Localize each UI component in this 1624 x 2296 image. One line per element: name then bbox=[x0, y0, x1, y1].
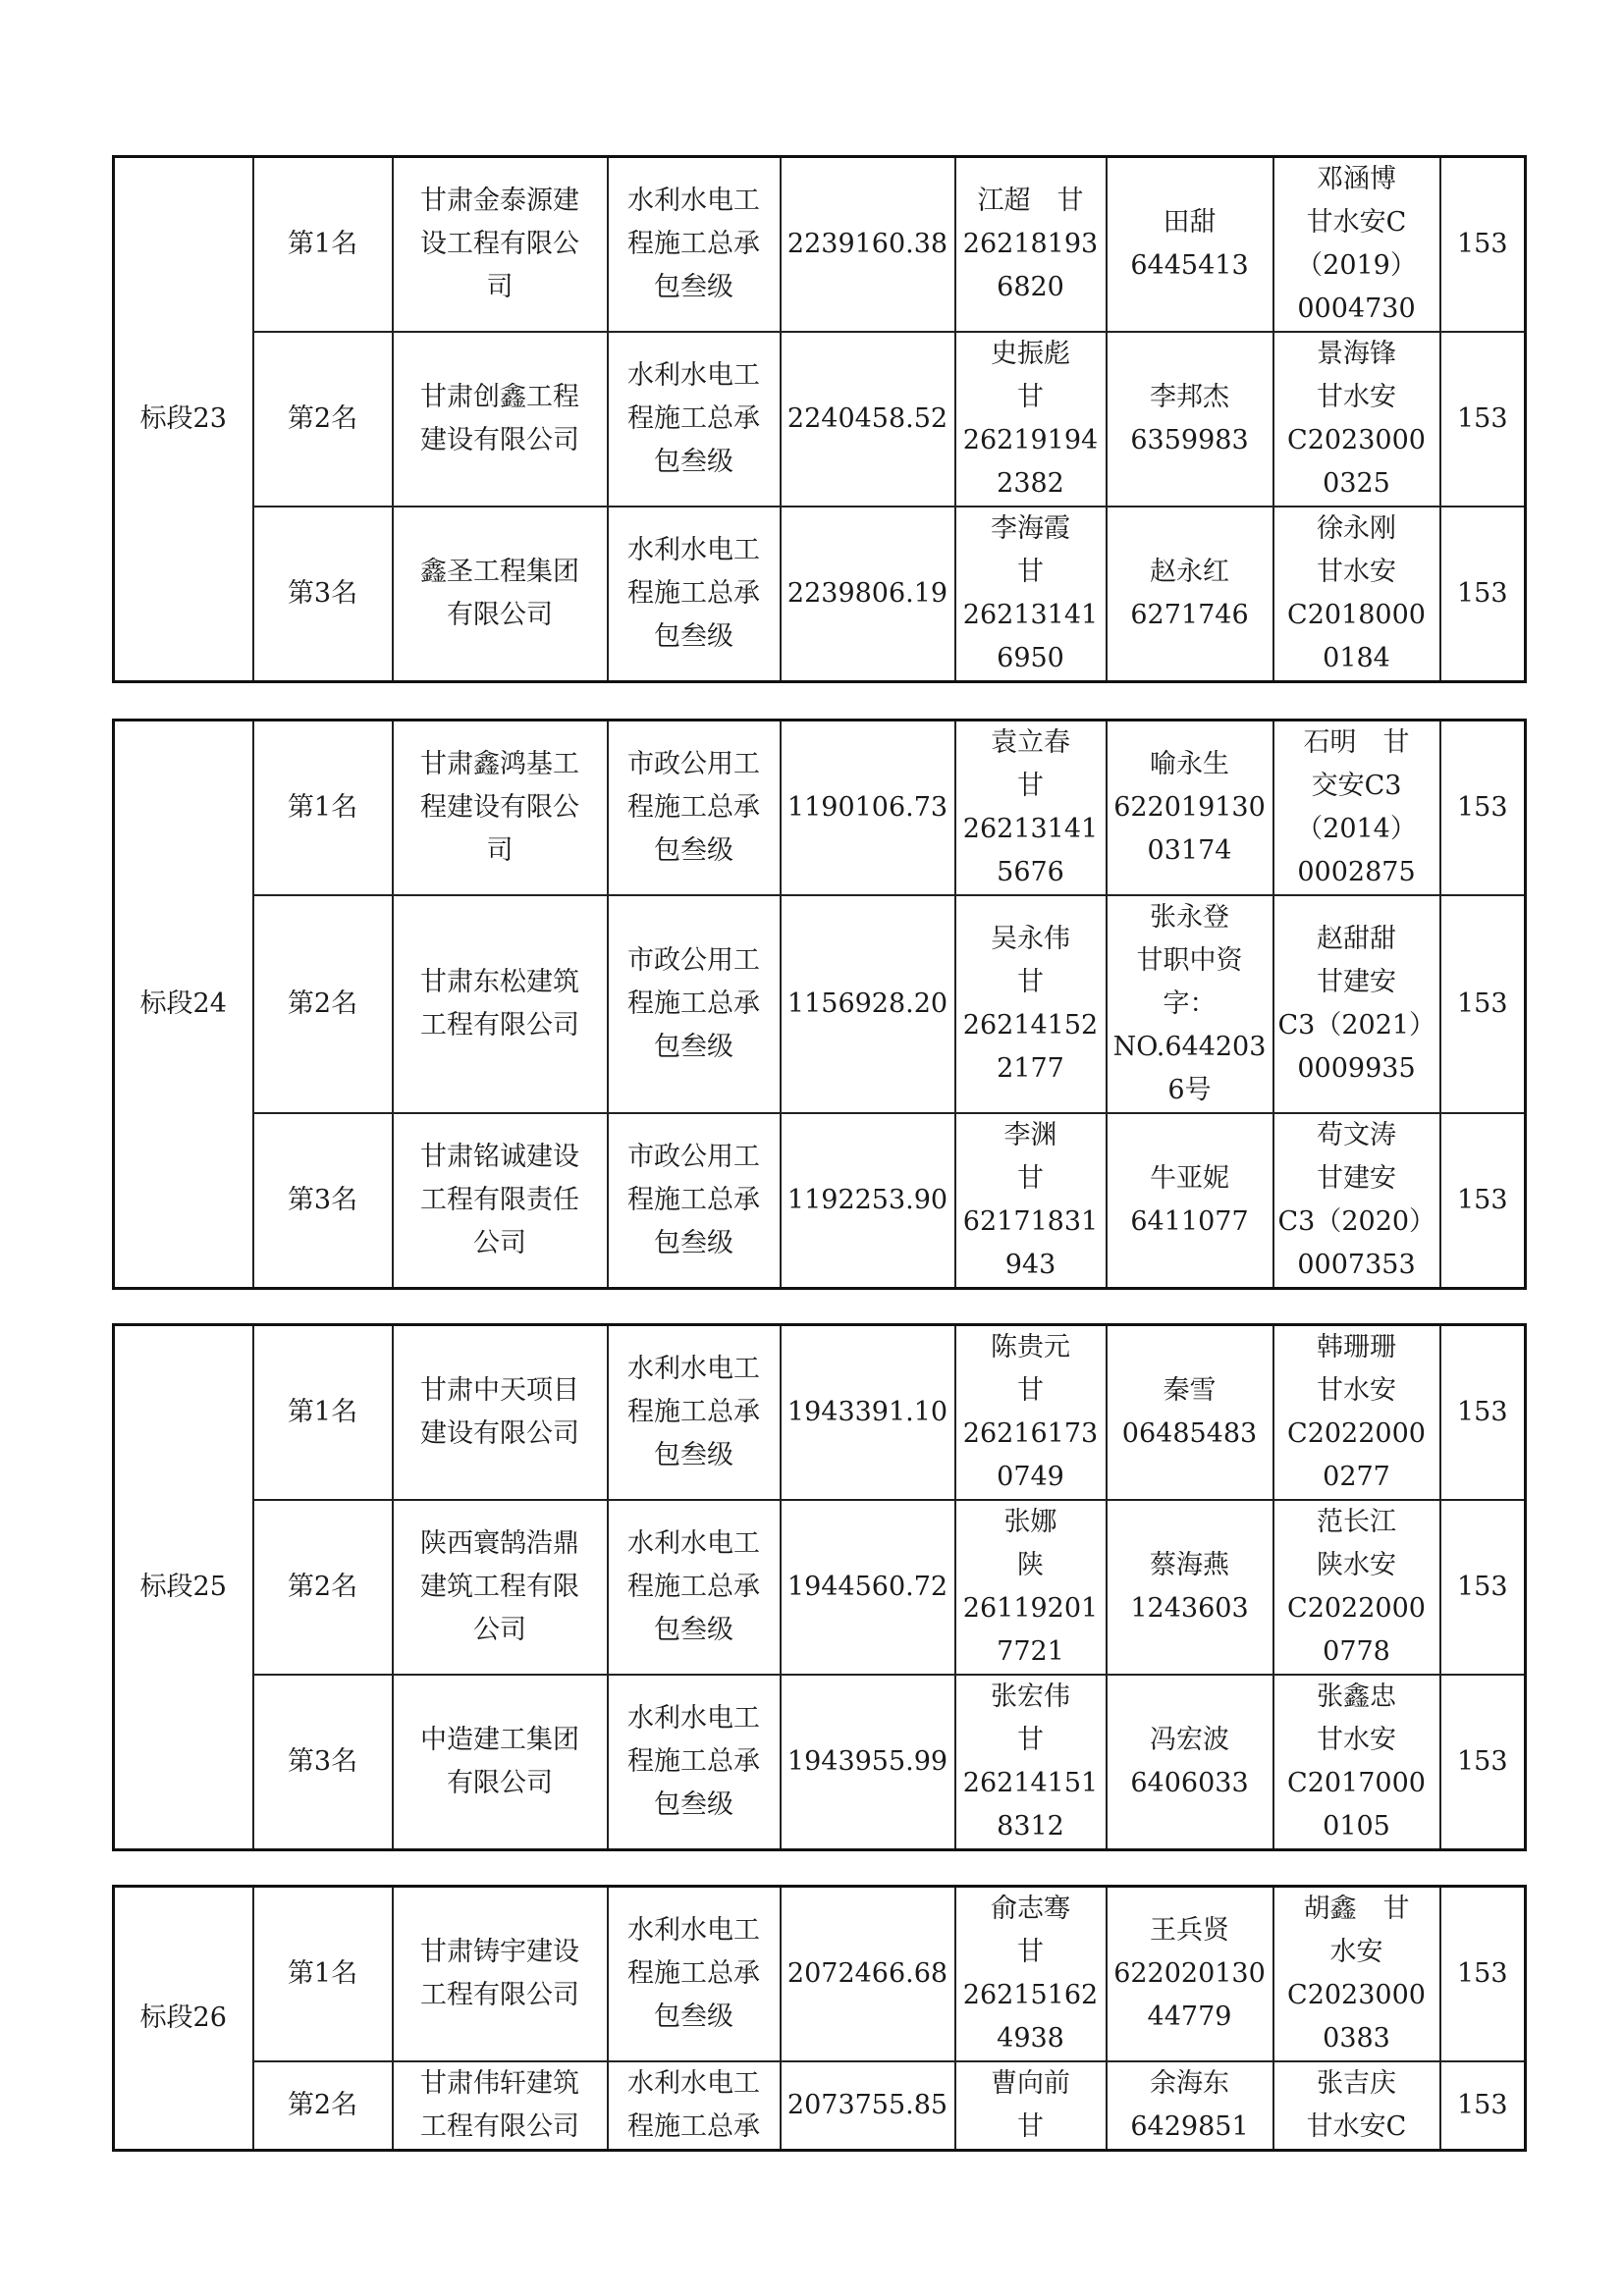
cell-line: 0325 bbox=[1323, 468, 1390, 499]
cell-line: 苟文涛 bbox=[1317, 1120, 1396, 1150]
manager-cell bbox=[955, 157, 1107, 333]
cell-line: 张宏伟 bbox=[991, 1682, 1070, 1712]
cell-line: 26213141 bbox=[962, 600, 1099, 630]
cell-line: 水利水电工 bbox=[627, 535, 760, 565]
cell-line: 陈贵元 bbox=[991, 1332, 1070, 1362]
cell-line: 943 bbox=[1004, 1250, 1056, 1280]
qualification-cell bbox=[608, 1887, 781, 2062]
cell-line: 26216173 bbox=[962, 1418, 1099, 1449]
company-cell bbox=[393, 507, 608, 682]
cell-line: 甘肃创鑫工程 bbox=[420, 382, 579, 412]
cell-line: 6445413 bbox=[1130, 250, 1249, 281]
amount-cell: 1156928.20 bbox=[781, 895, 955, 1113]
tech-lead-cell bbox=[1107, 1325, 1273, 1501]
cell-line: 甘 bbox=[1017, 1375, 1044, 1406]
rank-cell: 第1名 bbox=[253, 1887, 393, 2062]
manager-cell bbox=[955, 332, 1107, 507]
rank-cell: 第3名 bbox=[253, 1113, 393, 1289]
cell-line: C3（2021） bbox=[1277, 1010, 1436, 1041]
table-row bbox=[114, 157, 1526, 333]
cell-line: 甘 bbox=[1017, 1725, 1044, 1755]
cell-line: 水利水电工 bbox=[627, 360, 760, 391]
rank-cell: 第1名 bbox=[253, 721, 393, 896]
bid-section-table bbox=[112, 1885, 1527, 2152]
cell-line: 水利水电工 bbox=[627, 1354, 760, 1384]
qualification-cell bbox=[608, 1325, 781, 1501]
cell-line: 蔡海燕 bbox=[1150, 1550, 1229, 1580]
cell-line: 赵永红 bbox=[1150, 557, 1229, 587]
cell-line: 甘肃铸宇建设 bbox=[420, 1937, 579, 1967]
cell-line: 余海东 bbox=[1150, 2068, 1229, 2099]
cell-line: 中造建工集团 bbox=[420, 1725, 579, 1755]
cell-line: 甘水安 bbox=[1317, 1725, 1396, 1755]
cell-line: 张吉庆 bbox=[1317, 2068, 1396, 2099]
cell-line: 7721 bbox=[997, 1636, 1064, 1667]
cell-line: 甘 bbox=[1017, 1163, 1044, 1194]
days-cell: 153 bbox=[1440, 157, 1526, 333]
cell-line: 26119201 bbox=[962, 1593, 1099, 1624]
cell-line: 工程有限公司 bbox=[420, 2111, 579, 2142]
manager-cell bbox=[955, 1675, 1107, 1850]
cell-line: 5676 bbox=[997, 857, 1064, 887]
cell-line: 程建设有限公 bbox=[420, 792, 579, 823]
cell-line: 李海霞 bbox=[991, 513, 1070, 544]
cell-line: 6359983 bbox=[1130, 425, 1249, 455]
cell-line: 工程有限公司 bbox=[420, 1980, 579, 2010]
manager-cell bbox=[955, 1887, 1107, 2062]
cell-line: 石明 甘 bbox=[1303, 727, 1410, 758]
cell-line: 622019130 bbox=[1113, 792, 1266, 823]
cell-line: 0009935 bbox=[1297, 1053, 1416, 1084]
cell-line: 司 bbox=[486, 835, 514, 866]
company-cell bbox=[393, 1113, 608, 1289]
cell-line: 0002875 bbox=[1297, 857, 1416, 887]
amount-cell: 2240458.52 bbox=[781, 332, 955, 507]
cell-line: 程施工总承 bbox=[627, 792, 760, 823]
cell-line: 秦雪 bbox=[1163, 1375, 1217, 1406]
table-row bbox=[114, 1887, 1526, 2062]
cell-line: 2177 bbox=[997, 1053, 1064, 1084]
cell-line: 工程有限公司 bbox=[420, 1010, 579, 1041]
tech-lead-cell bbox=[1107, 157, 1273, 333]
cell-line: 有限公司 bbox=[447, 600, 553, 630]
cell-line: C3（2020） bbox=[1277, 1206, 1436, 1237]
amount-cell: 2073755.85 bbox=[781, 2061, 955, 2151]
amount-cell: 1943955.99 bbox=[781, 1675, 955, 1850]
cell-line: 甘肃金泰源建 bbox=[420, 186, 579, 216]
cell-line: 包叁级 bbox=[654, 1032, 733, 1062]
cell-line: 邓涵博 bbox=[1317, 164, 1396, 194]
cell-line: 牛亚妮 bbox=[1150, 1163, 1229, 1194]
cell-line: 甘水安 bbox=[1317, 382, 1396, 412]
safety-officer-cell bbox=[1273, 1325, 1440, 1501]
cell-line: 水利水电工 bbox=[627, 186, 760, 216]
manager-cell bbox=[955, 2061, 1107, 2151]
rank-cell: 第2名 bbox=[253, 895, 393, 1113]
qualification-cell bbox=[608, 1500, 781, 1675]
cell-line: 范长江 bbox=[1317, 1507, 1396, 1537]
cell-line: 甘建安 bbox=[1317, 967, 1396, 997]
company-cell bbox=[393, 1887, 608, 2062]
cell-line: 甘水安 bbox=[1317, 557, 1396, 587]
cell-line: 0007353 bbox=[1297, 1250, 1416, 1280]
manager-cell bbox=[955, 1325, 1107, 1501]
cell-line: 徐永刚 bbox=[1317, 513, 1396, 544]
company-cell bbox=[393, 895, 608, 1113]
cell-line: 市政公用工 bbox=[627, 945, 760, 976]
cell-line: 张鑫忠 bbox=[1317, 1682, 1396, 1712]
cell-line: 甘水安C bbox=[1306, 2111, 1407, 2142]
cell-line: 俞志骞 bbox=[991, 1894, 1070, 1924]
qualification-cell bbox=[608, 332, 781, 507]
cell-line: 程施工总承 bbox=[627, 988, 760, 1019]
cell-line: 26214151 bbox=[962, 1768, 1099, 1798]
rank-cell: 第2名 bbox=[253, 332, 393, 507]
rank-cell: 第2名 bbox=[253, 1500, 393, 1675]
rank-cell: 第3名 bbox=[253, 1675, 393, 1850]
qualification-cell bbox=[608, 721, 781, 896]
company-cell bbox=[393, 1325, 608, 1501]
cell-line: 甘 bbox=[1017, 771, 1044, 801]
safety-officer-cell bbox=[1273, 721, 1440, 896]
cell-line: 交安C3 bbox=[1311, 771, 1402, 801]
cell-line: 设工程有限公 bbox=[420, 229, 579, 259]
bid-section-table bbox=[112, 719, 1527, 1290]
cell-line: 0184 bbox=[1323, 643, 1390, 673]
company-cell bbox=[393, 721, 608, 896]
cell-line: 6411077 bbox=[1130, 1206, 1249, 1237]
cell-line: 工程有限责任 bbox=[420, 1185, 579, 1215]
cell-line: C2022000 bbox=[1287, 1418, 1426, 1449]
qualification-cell bbox=[608, 1113, 781, 1289]
cell-line: 包叁级 bbox=[654, 1789, 733, 1820]
cell-line: 有限公司 bbox=[447, 1768, 553, 1798]
cell-line: 景海锋 bbox=[1317, 339, 1396, 369]
days-cell: 153 bbox=[1440, 1500, 1526, 1675]
cell-line: 王兵贤 bbox=[1150, 1915, 1229, 1946]
cell-line: 水利水电工 bbox=[627, 1703, 760, 1734]
rank-cell: 第1名 bbox=[253, 157, 393, 333]
bid-section-table bbox=[112, 1323, 1527, 1851]
cell-line: 程施工总承 bbox=[627, 1746, 760, 1777]
cell-line: 包叁级 bbox=[654, 447, 733, 477]
cell-line: 程施工总承 bbox=[627, 1958, 760, 1989]
cell-line: C2023000 bbox=[1287, 425, 1426, 455]
amount-cell: 1192253.90 bbox=[781, 1113, 955, 1289]
days-cell: 153 bbox=[1440, 1113, 1526, 1289]
safety-officer-cell bbox=[1273, 157, 1440, 333]
cell-line: 1243603 bbox=[1130, 1593, 1249, 1624]
bid-section-table bbox=[112, 155, 1527, 683]
amount-cell: 1190106.73 bbox=[781, 721, 955, 896]
cell-line: 8312 bbox=[997, 1811, 1064, 1842]
days-cell: 153 bbox=[1440, 507, 1526, 682]
cell-line: 6820 bbox=[997, 272, 1064, 302]
cell-line: 62171831 bbox=[962, 1206, 1099, 1237]
cell-line: 江超 甘 bbox=[977, 186, 1084, 216]
company-cell bbox=[393, 2061, 608, 2151]
table-row bbox=[114, 1500, 1526, 1675]
tech-lead-cell bbox=[1107, 1500, 1273, 1675]
cell-line: 甘水安C bbox=[1306, 207, 1407, 238]
cell-line: （2014） bbox=[1296, 814, 1417, 844]
cell-line: 公司 bbox=[473, 1615, 526, 1645]
cell-line: 甘肃中天项目 bbox=[420, 1375, 579, 1406]
safety-officer-cell bbox=[1273, 1113, 1440, 1289]
cell-line: 26218193 bbox=[962, 229, 1099, 259]
cell-line: C2018000 bbox=[1287, 600, 1426, 630]
cell-line: 程施工总承 bbox=[627, 403, 760, 434]
cell-line: 包叁级 bbox=[654, 1440, 733, 1470]
cell-line: 包叁级 bbox=[654, 1615, 733, 1645]
cell-line: 陕西寰鹄浩鼎 bbox=[420, 1528, 579, 1559]
amount-cell: 2072466.68 bbox=[781, 1887, 955, 2062]
manager-cell bbox=[955, 721, 1107, 896]
cell-line: 程施工总承 bbox=[627, 2111, 760, 2142]
cell-line: 4938 bbox=[997, 2023, 1064, 2054]
cell-line: 甘 bbox=[1017, 557, 1044, 587]
cell-line: 6950 bbox=[997, 643, 1064, 673]
table-row bbox=[114, 895, 1526, 1113]
cell-line: 0778 bbox=[1323, 1636, 1390, 1667]
cell-line: 包叁级 bbox=[654, 1228, 733, 1258]
days-cell: 153 bbox=[1440, 2061, 1526, 2151]
safety-officer-cell bbox=[1273, 895, 1440, 1113]
cell-line: 6406033 bbox=[1130, 1768, 1249, 1798]
days-cell: 153 bbox=[1440, 1887, 1526, 2062]
safety-officer-cell bbox=[1273, 1675, 1440, 1850]
tech-lead-cell bbox=[1107, 507, 1273, 682]
qualification-cell bbox=[608, 157, 781, 333]
cell-line: 6号 bbox=[1167, 1075, 1212, 1105]
cell-line: 陕 bbox=[1017, 1550, 1044, 1580]
rank-cell: 第2名 bbox=[253, 2061, 393, 2151]
section-label: 标段24 bbox=[114, 721, 253, 1289]
cell-line: 包叁级 bbox=[654, 272, 733, 302]
cell-line: 程施工总承 bbox=[627, 578, 760, 609]
amount-cell: 1944560.72 bbox=[781, 1500, 955, 1675]
cell-line: 建设有限公司 bbox=[420, 425, 579, 455]
safety-officer-cell bbox=[1273, 1500, 1440, 1675]
cell-line: 甘肃铭诚建设 bbox=[420, 1142, 579, 1172]
cell-line: 26213141 bbox=[962, 814, 1099, 844]
tech-lead-cell bbox=[1107, 1113, 1273, 1289]
cell-line: 田甜 bbox=[1163, 207, 1217, 238]
cell-line: 鑫圣工程集团 bbox=[420, 557, 579, 587]
cell-line: 包叁级 bbox=[654, 835, 733, 866]
days-cell: 153 bbox=[1440, 332, 1526, 507]
cell-line: 水利水电工 bbox=[627, 1528, 760, 1559]
cell-line: 甘肃伟轩建筑 bbox=[420, 2068, 579, 2099]
cell-line: 甘肃东松建筑 bbox=[420, 967, 579, 997]
qualification-cell bbox=[608, 2061, 781, 2151]
cell-line: 6271746 bbox=[1130, 600, 1249, 630]
safety-officer-cell bbox=[1273, 507, 1440, 682]
days-cell: 153 bbox=[1440, 895, 1526, 1113]
cell-line: 建设有限公司 bbox=[420, 1418, 579, 1449]
cell-line: 韩珊珊 bbox=[1317, 1332, 1396, 1362]
cell-line: 李邦杰 bbox=[1150, 382, 1229, 412]
cell-line: 史振彪 bbox=[991, 339, 1070, 369]
cell-line: 0749 bbox=[997, 1462, 1064, 1492]
cell-line: 03174 bbox=[1147, 835, 1232, 866]
section-label: 标段23 bbox=[114, 157, 253, 682]
cell-line: 袁立春 bbox=[991, 727, 1070, 758]
cell-line: 26214152 bbox=[962, 1010, 1099, 1041]
tech-lead-cell bbox=[1107, 2061, 1273, 2151]
table-row bbox=[114, 332, 1526, 507]
days-cell: 153 bbox=[1440, 1325, 1526, 1501]
cell-line: （2019） bbox=[1296, 250, 1417, 281]
section-label: 标段25 bbox=[114, 1325, 253, 1850]
cell-line: 2382 bbox=[997, 468, 1064, 499]
cell-line: 冯宏波 bbox=[1150, 1725, 1229, 1755]
cell-line: 李渊 bbox=[1003, 1120, 1057, 1150]
cell-line: 0105 bbox=[1323, 1811, 1390, 1842]
days-cell: 153 bbox=[1440, 1675, 1526, 1850]
tech-lead-cell bbox=[1107, 1887, 1273, 2062]
cell-line: 程施工总承 bbox=[627, 1185, 760, 1215]
cell-line: 市政公用工 bbox=[627, 1142, 760, 1172]
manager-cell bbox=[955, 895, 1107, 1113]
cell-line: 0277 bbox=[1323, 1462, 1390, 1492]
table-row bbox=[114, 721, 1526, 896]
cell-line: 司 bbox=[486, 272, 514, 302]
cell-line: 胡鑫 甘 bbox=[1303, 1894, 1410, 1924]
cell-line: 6429851 bbox=[1130, 2111, 1249, 2142]
cell-line: 程施工总承 bbox=[627, 229, 760, 259]
company-cell bbox=[393, 1500, 608, 1675]
cell-line: 甘 bbox=[1017, 2111, 1044, 2142]
tech-lead-cell bbox=[1107, 1675, 1273, 1850]
tech-lead-cell bbox=[1107, 895, 1273, 1113]
cell-line: 水安 bbox=[1329, 1937, 1383, 1967]
cell-line: 甘 bbox=[1017, 1937, 1044, 1967]
rank-cell: 第1名 bbox=[253, 1325, 393, 1501]
cell-line: 曹向前 bbox=[991, 2068, 1070, 2099]
company-cell bbox=[393, 332, 608, 507]
company-cell bbox=[393, 1675, 608, 1850]
cell-line: 赵甜甜 bbox=[1317, 924, 1396, 954]
safety-officer-cell bbox=[1273, 1887, 1440, 2062]
cell-line: 喻永生 bbox=[1150, 749, 1229, 779]
manager-cell bbox=[955, 1113, 1107, 1289]
cell-line: C2017000 bbox=[1287, 1768, 1426, 1798]
cell-line: C2022000 bbox=[1287, 1593, 1426, 1624]
cell-line: 程施工总承 bbox=[627, 1572, 760, 1602]
cell-line: 水利水电工 bbox=[627, 2068, 760, 2099]
cell-line: 包叁级 bbox=[654, 2002, 733, 2032]
tech-lead-cell bbox=[1107, 721, 1273, 896]
cell-line: 张娜 bbox=[1003, 1507, 1057, 1537]
cell-line: 甘水安 bbox=[1317, 1375, 1396, 1406]
cell-line: 甘 bbox=[1017, 382, 1044, 412]
cell-line: 字： bbox=[1163, 988, 1217, 1019]
safety-officer-cell bbox=[1273, 2061, 1440, 2151]
amount-cell: 2239806.19 bbox=[781, 507, 955, 682]
manager-cell bbox=[955, 507, 1107, 682]
cell-line: 程施工总承 bbox=[627, 1397, 760, 1427]
manager-cell bbox=[955, 1500, 1107, 1675]
cell-line: 水利水电工 bbox=[627, 1915, 760, 1946]
section-label: 标段26 bbox=[114, 1887, 253, 2151]
qualification-cell bbox=[608, 507, 781, 682]
cell-line: 甘职中资 bbox=[1136, 945, 1243, 976]
amount-cell: 2239160.38 bbox=[781, 157, 955, 333]
company-cell bbox=[393, 157, 608, 333]
cell-line: 建筑工程有限 bbox=[420, 1572, 579, 1602]
cell-line: C2023000 bbox=[1287, 1980, 1426, 2010]
qualification-cell bbox=[608, 1675, 781, 1850]
safety-officer-cell bbox=[1273, 332, 1440, 507]
table-row bbox=[114, 1325, 1526, 1501]
qualification-cell bbox=[608, 895, 781, 1113]
cell-line: 公司 bbox=[473, 1228, 526, 1258]
cell-line: 44779 bbox=[1147, 2002, 1232, 2032]
cell-line: 26215162 bbox=[962, 1980, 1099, 2010]
cell-line: 0004730 bbox=[1297, 294, 1416, 324]
table-row bbox=[114, 1675, 1526, 1850]
table-row bbox=[114, 1113, 1526, 1289]
cell-line: 06485483 bbox=[1121, 1418, 1258, 1449]
days-cell: 153 bbox=[1440, 721, 1526, 896]
cell-line: 包叁级 bbox=[654, 621, 733, 652]
cell-line: 甘肃鑫鸿基工 bbox=[420, 749, 579, 779]
amount-cell: 1943391.10 bbox=[781, 1325, 955, 1501]
cell-line: 甘建安 bbox=[1317, 1163, 1396, 1194]
table-row bbox=[114, 507, 1526, 682]
cell-line: 26219194 bbox=[962, 425, 1099, 455]
cell-line: 甘 bbox=[1017, 967, 1044, 997]
cell-line: 吴永伟 bbox=[991, 924, 1070, 954]
cell-line: 张永登 bbox=[1150, 902, 1229, 933]
cell-line: 陕水安 bbox=[1317, 1550, 1396, 1580]
tech-lead-cell bbox=[1107, 332, 1273, 507]
table-row bbox=[114, 2061, 1526, 2151]
cell-line: 622020130 bbox=[1113, 1958, 1266, 1989]
cell-line: 市政公用工 bbox=[627, 749, 760, 779]
rank-cell: 第3名 bbox=[253, 507, 393, 682]
cell-line: NO.644203 bbox=[1112, 1032, 1267, 1062]
cell-line: 0383 bbox=[1323, 2023, 1390, 2054]
